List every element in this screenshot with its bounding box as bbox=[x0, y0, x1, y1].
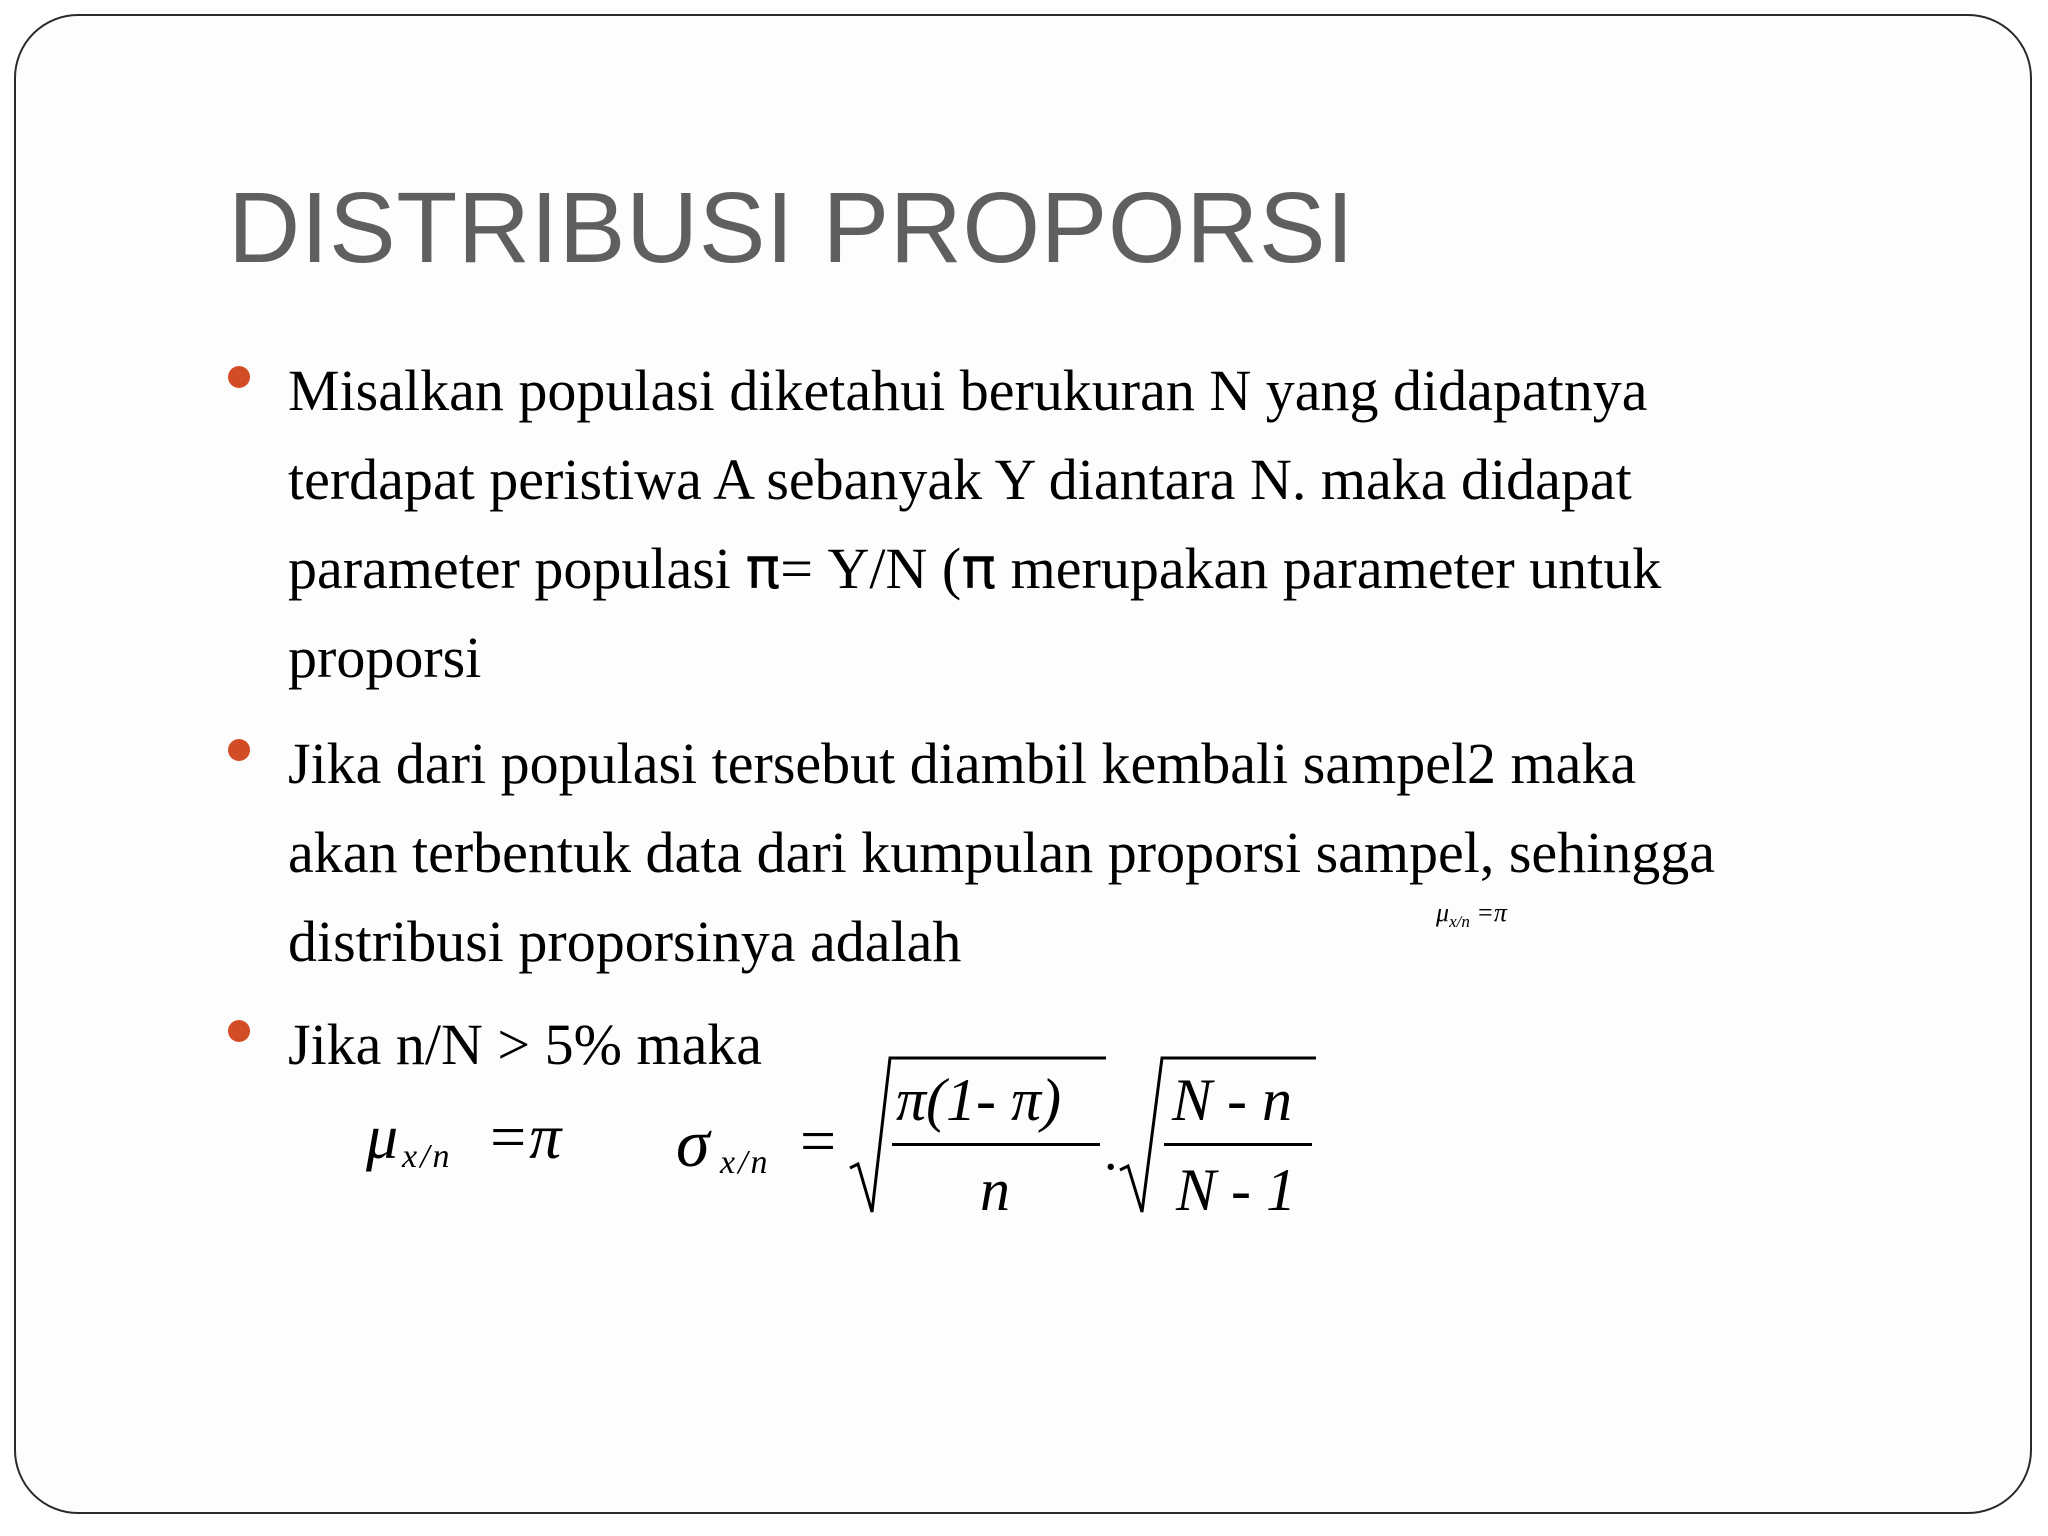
fraction-1-numerator-text: π(1- π) bbox=[896, 1067, 1062, 1133]
bullet-1-line-2: terdapat peristiwa A sebanyak Y diantara N. maka didapat bbox=[288, 447, 1632, 512]
pi-symbol: π bbox=[961, 534, 997, 602]
mu-rhs: =π bbox=[1469, 898, 1507, 927]
mu-symbol: μ bbox=[1436, 898, 1450, 927]
bullet-2-line-3: distribusi proporsinya adalah bbox=[288, 909, 962, 974]
mu-subscript: x/n bbox=[1449, 912, 1470, 932]
fraction-2-denominator: N - 1 bbox=[1176, 1157, 1296, 1223]
bullet-1-line-1: Misalkan populasi diketahui berukuran N yang didapatnya bbox=[288, 358, 1648, 423]
mu-symbol: μ bbox=[366, 1101, 399, 1172]
equals-sign: = bbox=[800, 1105, 837, 1176]
multiply-dot: . bbox=[1104, 1121, 1118, 1181]
bullet-3-line-1: Jika n/N > 5% maka bbox=[288, 1012, 763, 1077]
line-3-part-2: = Y/N ( bbox=[780, 536, 962, 601]
slide-title: DISTRIBUSI PROPORSI bbox=[228, 172, 1355, 284]
fraction-1-bar bbox=[892, 1143, 1100, 1146]
line-3-part-1: parameter populasi bbox=[288, 536, 746, 601]
mu-rhs: =π bbox=[486, 1101, 562, 1172]
fraction-1-numerator bbox=[896, 1066, 1061, 1135]
bullet-2-line-2: akan terbentuk data dari kumpulan proporsi sampel, sehingga bbox=[288, 820, 1716, 885]
mu-subscript: x/n bbox=[402, 1138, 453, 1175]
sigma-symbol: σ bbox=[676, 1105, 710, 1181]
pi-symbol: π bbox=[745, 534, 781, 602]
fraction-2-numerator: N - n bbox=[1172, 1067, 1292, 1133]
bullet-2-line-1: Jika dari populasi tersebut diambil kembali sampel2 maka bbox=[288, 731, 1637, 796]
fraction-2-bar bbox=[1164, 1143, 1312, 1146]
sigma-subscript: x/n bbox=[720, 1144, 771, 1181]
fraction-1-denominator: n bbox=[980, 1157, 1010, 1223]
line-3-part-3: merupakan parameter untuk bbox=[996, 536, 1662, 601]
bullet-1-line-4: proporsi bbox=[288, 625, 482, 690]
